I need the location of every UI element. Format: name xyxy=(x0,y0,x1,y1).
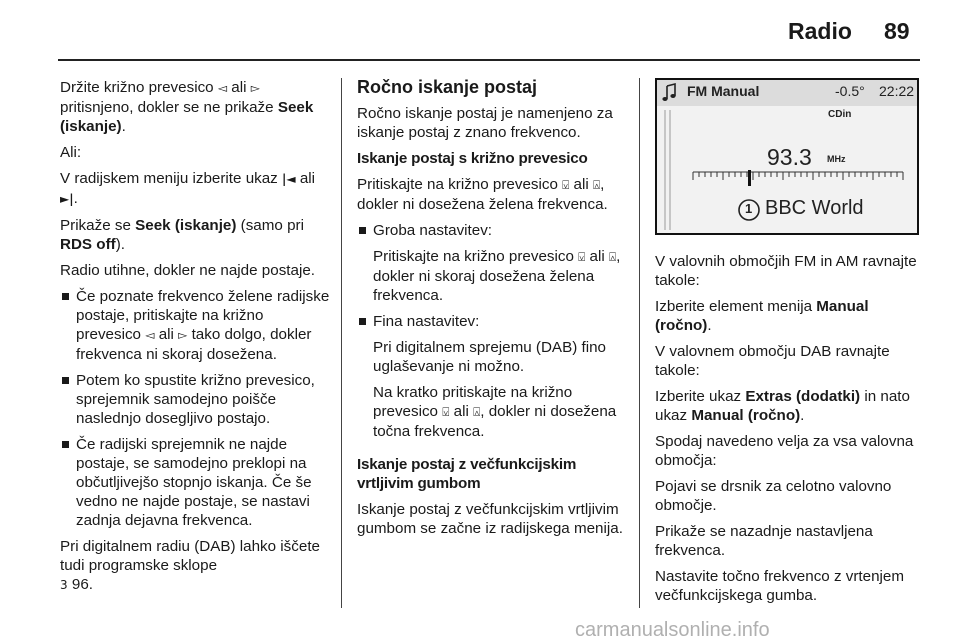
list-item: Groba nastavitev: xyxy=(357,221,629,240)
column-middle xyxy=(357,78,629,545)
paragraph xyxy=(60,78,332,136)
text: Pritiskajte na križno prevesico xyxy=(373,248,579,265)
text: , dokler ni dosežena točna frekvenca. xyxy=(373,403,617,440)
display-temperature: -0.5° xyxy=(835,83,865,99)
column-divider xyxy=(639,78,640,608)
next-track-icon: ►| xyxy=(60,192,74,206)
page-section-title: Radio xyxy=(788,18,852,44)
arrow-down-icon: ⍌ xyxy=(442,405,450,419)
list-item: Fina nastavitev: xyxy=(357,312,629,331)
paragraph xyxy=(357,247,629,305)
arrow-left-icon: ◅ xyxy=(217,81,228,95)
arrow-right-icon: ▻ xyxy=(178,328,188,342)
paragraph: V valovnem območju DAB ravnajte takole: xyxy=(655,343,890,379)
paragraph xyxy=(655,387,925,425)
text: ali xyxy=(449,403,474,420)
watermark: carmanualsonline.info xyxy=(575,619,770,641)
text: ). xyxy=(115,236,125,253)
header-rule xyxy=(58,59,920,61)
display-frequency-unit: MHz xyxy=(827,154,846,164)
column-right xyxy=(655,252,925,612)
text: , dokler ni dosežena želena frekvenca. xyxy=(357,176,608,213)
text: Izberite element menija xyxy=(655,298,817,315)
menu-term: RDS off xyxy=(60,236,116,253)
frequency-marker xyxy=(748,170,751,186)
paragraph: Ali: xyxy=(60,144,82,161)
paragraph: Ročno iskanje postaj je namenjeno za iskanje postaj z znano frekvenco. xyxy=(357,105,613,141)
paragraph: Radio utihne, dokler ne najde postaje. xyxy=(60,262,315,279)
paragraph xyxy=(357,383,629,441)
menu-term: Seek (iskanje) xyxy=(60,99,314,135)
menu-term: Manual (ročno) xyxy=(655,298,869,334)
list-item: Če radijski sprejemnik ne najde postaje, se samodejno preklopi na občutljivejšo stopnjo iskanja. Če še vedno ne najde postaje, se nastavi zadnja dejavna frekvenca. xyxy=(60,435,332,530)
text: ali xyxy=(227,79,251,96)
paragraph xyxy=(60,216,332,254)
text: ali xyxy=(295,170,316,187)
subsection-heading: Iskanje postaj s križno prevesico xyxy=(357,150,588,167)
text: pritisnjeno, dokler se ne prikaže xyxy=(60,99,278,116)
text: ali xyxy=(569,176,593,193)
menu-term: Seek (iskanje) xyxy=(135,217,237,234)
paragraph xyxy=(60,169,332,209)
text: Če poznate frekvenco želene radijske postaje, pritiskajte na križno prevesico xyxy=(76,288,330,343)
display-preset-number: 1 xyxy=(745,201,753,216)
section-heading: Ročno iskanje postaj xyxy=(357,77,538,97)
paragraph: Pri digitalnem sprejemu (DAB) fino uglaševanje ni možno. xyxy=(373,339,606,375)
paragraph: Nastavite točno frekvenco z vrtenjem večfunkcijskega gumba. xyxy=(655,568,905,604)
subsection-heading: Iskanje postaj z večfunkcijskim vrtljivim gumbom xyxy=(357,456,577,492)
text: Pri digitalnem radiu (DAB) lahko iščete tudi programske sklope xyxy=(60,538,320,574)
arrow-down-icon: ⍌ xyxy=(578,250,586,264)
paragraph: Spodaj navedeno velja za vsa valovna območja: xyxy=(655,433,914,469)
page-reference-icon: 3 xyxy=(60,578,68,592)
arrow-left-icon: ◅ xyxy=(145,328,155,342)
text: ali xyxy=(154,326,179,343)
text: V radijskem meniju izberite ukaz xyxy=(60,170,282,187)
paragraph: V valovnih območjih FM in AM ravnajte takole: xyxy=(655,253,917,289)
text: . xyxy=(73,190,78,207)
page-reference: 96. xyxy=(71,576,93,593)
display-frequency: 93.3 xyxy=(767,144,812,170)
display-source-label: CDin xyxy=(828,109,852,120)
display-mode-label: FM Manual xyxy=(687,83,760,99)
text: Izberite ukaz xyxy=(655,388,746,405)
paragraph xyxy=(60,537,332,595)
text: Pritiskajte na križno prevesico xyxy=(357,176,563,193)
paragraph xyxy=(357,175,629,214)
column-divider xyxy=(341,78,342,608)
arrow-right-icon: ▻ xyxy=(250,81,260,95)
paragraph: Pojavi se drsnik za celotno valovno območje. xyxy=(655,478,892,514)
music-note-icon xyxy=(662,84,675,101)
arrow-up-icon: ⍓ xyxy=(608,250,617,264)
menu-term: Manual (ročno) xyxy=(691,407,801,424)
text: . xyxy=(800,407,805,424)
text: Držite križno prevesico xyxy=(60,79,218,96)
previous-track-icon: |◄ xyxy=(282,172,296,186)
page-number: 89 xyxy=(884,18,910,44)
paragraph xyxy=(655,297,925,335)
text: tako dolgo, dokler frekvenca ni skoraj dosežena. xyxy=(76,326,312,363)
text: Na kratko pritiskajte na križno prevesico xyxy=(373,384,573,420)
text: (samo pri xyxy=(236,217,304,234)
text: Prikaže se xyxy=(60,217,136,234)
menu-term: Extras (dodatki) xyxy=(745,388,861,405)
radio-display-illustration xyxy=(655,78,919,235)
column-left xyxy=(60,78,332,602)
list-item xyxy=(60,287,332,364)
paragraph: Iskanje postaj z večfunkcijskim vrtljivim gumbom se začne iz radijskega menija. xyxy=(357,501,623,537)
list-item: Potem ko spustite križno prevesico, sprejemnik samodejno poišče naslednjo dosegljivo postajo. xyxy=(60,371,332,428)
arrow-up-icon: ⍓ xyxy=(473,405,481,419)
display-station-name: BBC World xyxy=(765,197,864,219)
text: . xyxy=(707,317,712,334)
text: ali xyxy=(585,248,609,265)
frequency-scale xyxy=(693,172,903,180)
arrow-down-icon: ⍌ xyxy=(562,178,570,192)
display-clock: 22:22 xyxy=(879,83,915,99)
text: . xyxy=(121,118,126,135)
text: , dokler ni skoraj dosežena želena frekvenca. xyxy=(373,248,621,304)
arrow-up-icon: ⍓ xyxy=(592,178,601,192)
paragraph: Prikaže se nazadnje nastavljena frekvenca. xyxy=(655,523,873,559)
text: in nato ukaz xyxy=(655,388,910,424)
